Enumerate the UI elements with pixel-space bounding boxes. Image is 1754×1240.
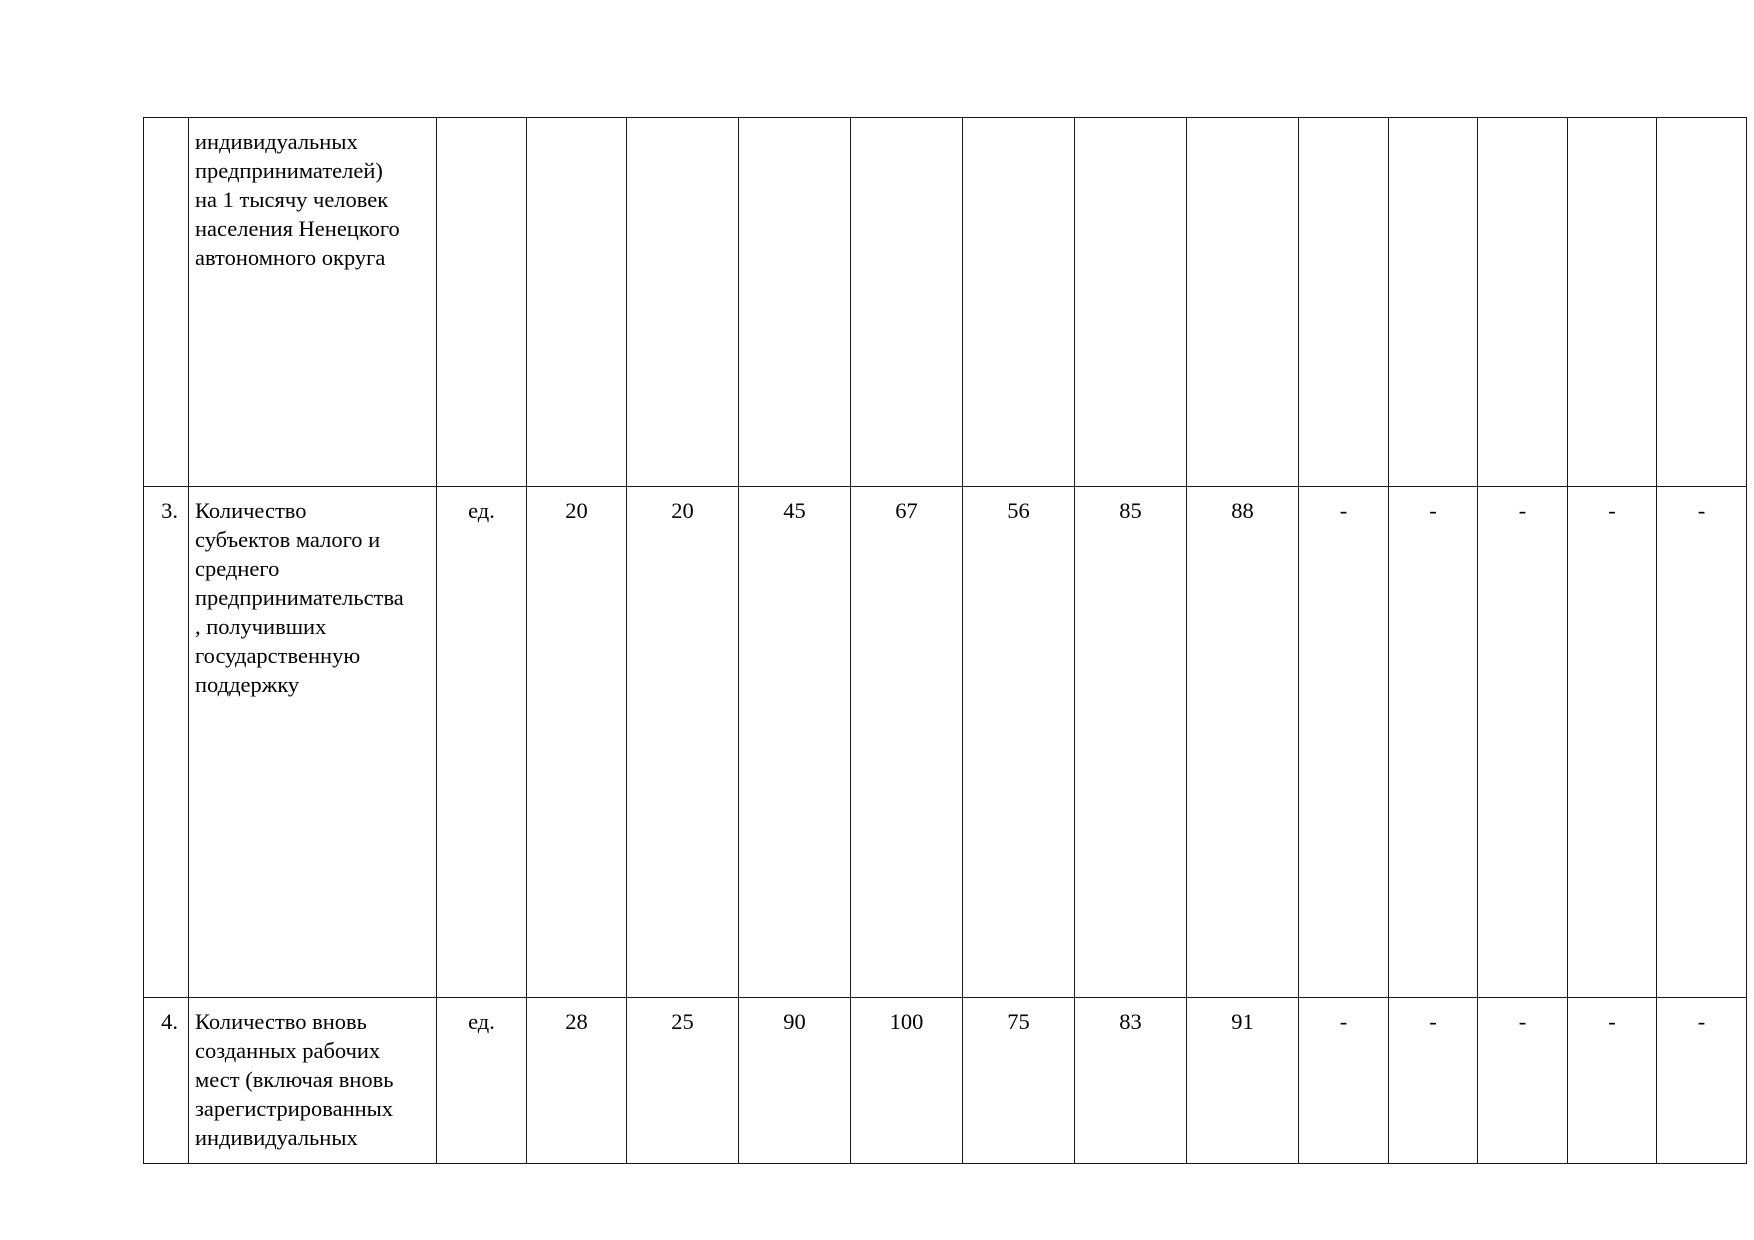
- value-cell: 91: [1187, 998, 1299, 1164]
- indicator-name-line: автономного округа: [195, 245, 386, 270]
- value-cell: [739, 118, 851, 487]
- table-row: [144, 118, 1747, 487]
- indicator-name-line: мест (включая вновь: [195, 1067, 394, 1092]
- value-cell: 20: [627, 487, 739, 998]
- indicator-name-line: предпринимательства: [195, 585, 404, 610]
- indicator-name-line: субъектов малого и: [195, 527, 381, 552]
- indicator-name-line: , получивших: [195, 614, 327, 639]
- value-cell: 75: [963, 998, 1075, 1164]
- value-cell: 67: [851, 487, 963, 998]
- value-cell: 45: [739, 487, 851, 998]
- value-cell: [1075, 118, 1187, 487]
- table-row: [144, 487, 1747, 998]
- indicator-name-line: государственную: [195, 643, 361, 668]
- value-cell: -: [1389, 487, 1478, 998]
- value-cell: -: [1478, 487, 1568, 998]
- indicator-name-line: индивидуальных: [195, 129, 358, 154]
- indicators-table: [143, 117, 1747, 1164]
- indicator-name-line: предпринимателей): [195, 158, 383, 183]
- value-cell: 83: [1075, 998, 1187, 1164]
- indicator-name-cell: [189, 118, 437, 487]
- value-cell: -: [1299, 998, 1389, 1164]
- indicator-name-line: среднего: [195, 556, 280, 581]
- indicator-name-line: населения Ненецкого: [195, 216, 400, 241]
- value-cell: 56: [963, 487, 1075, 998]
- unit-cell: [437, 118, 527, 487]
- value-cell: -: [1389, 998, 1478, 1164]
- value-cell: [1657, 118, 1747, 487]
- row-number-cell: 3.: [144, 487, 189, 998]
- row-number-cell: [144, 118, 189, 487]
- value-cell: -: [1657, 998, 1747, 1164]
- value-cell: [627, 118, 739, 487]
- indicator-name-line: поддержку: [195, 672, 300, 697]
- value-cell: [1478, 118, 1568, 487]
- value-cell: 90: [739, 998, 851, 1164]
- value-cell: [1568, 118, 1657, 487]
- indicator-name-cell: [189, 998, 437, 1164]
- value-cell: -: [1568, 998, 1657, 1164]
- value-cell: 20: [527, 487, 627, 998]
- value-cell: 100: [851, 998, 963, 1164]
- unit-cell: ед.: [437, 998, 527, 1164]
- value-cell: [1389, 118, 1478, 487]
- indicator-name-line: зарегистрированных: [195, 1096, 394, 1121]
- value-cell: [527, 118, 627, 487]
- table-row: [144, 998, 1747, 1164]
- value-cell: -: [1299, 487, 1389, 998]
- value-cell: [963, 118, 1075, 487]
- value-cell: -: [1478, 998, 1568, 1164]
- value-cell: [851, 118, 963, 487]
- indicator-name-line: индивидуальных: [195, 1125, 358, 1150]
- value-cell: -: [1657, 487, 1747, 998]
- value-cell: 88: [1187, 487, 1299, 998]
- row-number-cell: 4.: [144, 998, 189, 1164]
- indicator-name-cell: [189, 487, 437, 998]
- indicator-name-line: на 1 тысячу человек: [195, 187, 389, 212]
- value-cell: 85: [1075, 487, 1187, 998]
- value-cell: 25: [627, 998, 739, 1164]
- value-cell: [1299, 118, 1389, 487]
- value-cell: -: [1568, 487, 1657, 998]
- indicator-name-line: Количество вновь: [195, 1009, 367, 1034]
- unit-cell: ед.: [437, 487, 527, 998]
- indicator-name-line: Количество: [195, 498, 307, 523]
- value-cell: 28: [527, 998, 627, 1164]
- value-cell: [1187, 118, 1299, 487]
- indicator-name-line: созданных рабочих: [195, 1038, 381, 1063]
